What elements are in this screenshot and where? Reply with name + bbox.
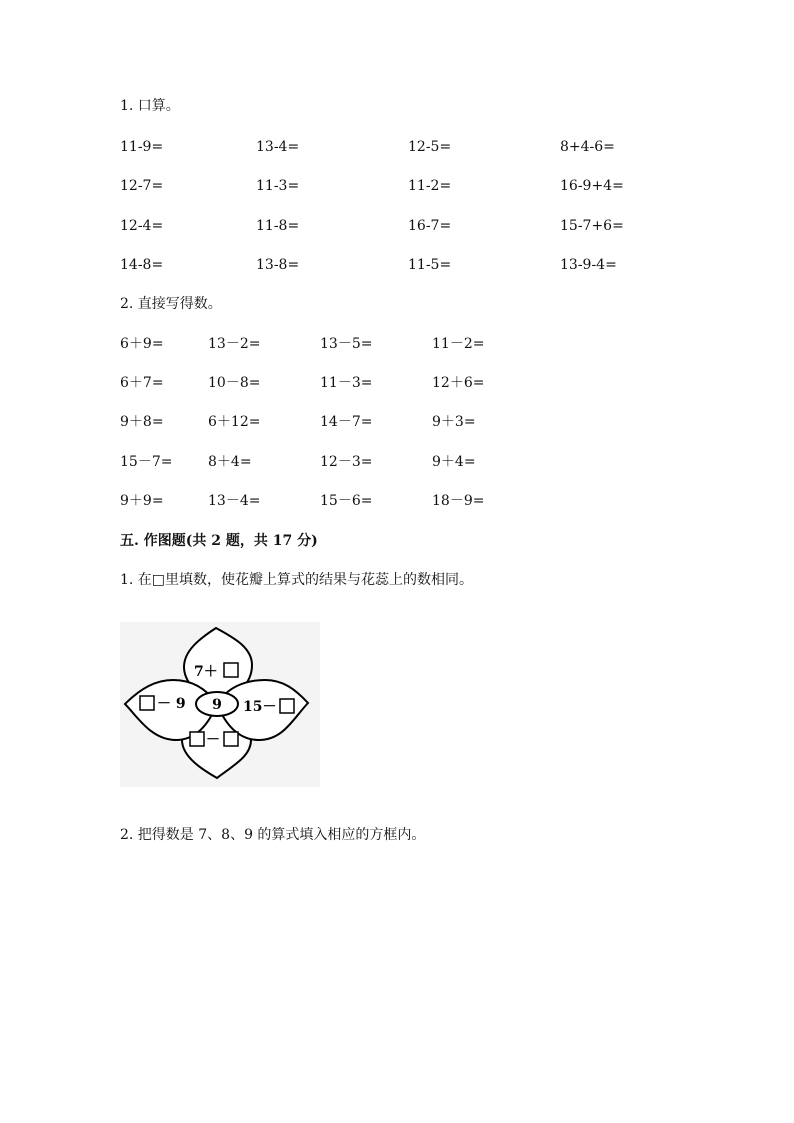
q2-item: 13－5= <box>320 336 373 352</box>
top-blank-box <box>224 663 238 677</box>
right-expression: 15－ <box>243 699 277 715</box>
q2-item: 10－8= <box>208 375 261 392</box>
top-expression: 7＋ <box>194 664 218 680</box>
q2-item: 8＋4= <box>208 453 252 470</box>
q2-item: 11－3= <box>320 375 373 392</box>
q1-item: 13-9-4= <box>560 256 617 273</box>
q1-item: 12-5= <box>408 139 452 155</box>
q1-item: 13-8= <box>256 256 300 273</box>
q1-item: 13-4= <box>256 139 300 155</box>
q2-item: 6＋7= <box>120 375 164 392</box>
q2-item: 9＋4= <box>432 453 476 470</box>
right-blank-box <box>280 699 294 713</box>
q2-item: 11－2= <box>432 336 485 352</box>
q1-item: 15-7+6= <box>560 217 624 234</box>
q1-item: 11-5= <box>408 256 452 273</box>
flower-diagram <box>120 622 320 787</box>
q1-item: 11-8= <box>256 217 300 234</box>
q2-item: 9＋3= <box>432 414 476 431</box>
q2-item: 9＋8= <box>120 414 164 431</box>
q2-item: 18－9= <box>432 492 485 509</box>
center-number: 9 <box>212 697 222 713</box>
q1-item: 11-9= <box>120 139 164 155</box>
bottom-blank-box-1 <box>190 732 204 746</box>
q2-item: 15－6= <box>320 492 373 509</box>
left-blank-box <box>140 696 154 710</box>
q2-item: 12＋6= <box>432 375 485 392</box>
q2-item: 13－2= <box>208 336 261 352</box>
q1-item: 16-7= <box>408 217 452 234</box>
q2-item: 14－7= <box>320 414 373 431</box>
q1-item: 14-8= <box>120 256 164 273</box>
q2-title: 2. 直接写得数。 <box>120 296 222 312</box>
q1-item: 12-7= <box>120 178 164 195</box>
q1-item: 8+4-6= <box>560 139 615 155</box>
q2-item: 13－4= <box>208 492 261 509</box>
q1-item: 16-9+4= <box>560 178 624 195</box>
section5-q1: 1. 在□里填数，使花瓣上算式的结果与花蕊上的数相同。 <box>120 572 474 588</box>
bottom-blank-box-2 <box>224 732 238 746</box>
section5-q2: 2. 把得数是 7、8、9 的算式填入相应的方框内。 <box>120 827 426 843</box>
q2-item: 9＋9= <box>120 492 164 509</box>
left-expression: － 9 <box>157 696 186 712</box>
q1-item: 11-2= <box>408 178 452 195</box>
section5-title: 五. 作图题(共 2 题，共 17 分) <box>120 533 318 549</box>
q1-item: 12-4= <box>120 217 164 234</box>
q2-item: 15－7= <box>120 453 173 470</box>
q2-item: 6＋9= <box>120 336 164 352</box>
q2-item: 6＋12= <box>208 414 261 431</box>
bottom-minus: － <box>206 732 220 748</box>
q1-title: 1. 口算。 <box>120 98 180 114</box>
q1-item: 11-3= <box>256 178 300 195</box>
q2-item: 12－3= <box>320 453 373 470</box>
